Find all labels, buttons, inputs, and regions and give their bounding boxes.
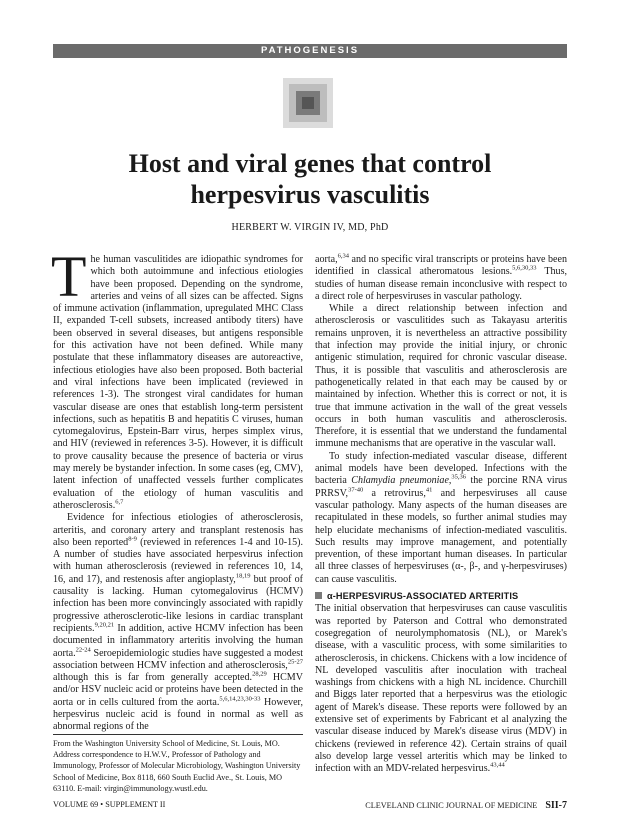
citation: 9,20,21 <box>94 621 115 629</box>
text: he human vasculitides are idiopathic syndromes for which both autoimmune and infectious etiologies have been proposed. Depending on the syndrome, arteries and veins of all sizes can be affected. Signs of immune activation (inflammation, upregulated MHC Class II, expanded T-cell subsets, increased antibody titers) have been observed in several diseases, but antigens responsible for this activation have not been defined. While many postulate that these inflammatory diseases are autoreactive, infectious etiologies have also been proposed. Both bacterial and viral infections have been implicated (reviewed in references 1-3). The strongest viral candidates for human vascular disease are ones that establish long-term persistent infections, such as hepatitis B and hepatitis C viruses, human cytomegalovirus, Epstein-Barr virus, herpes simplex virus, and HIV (reviewed in references 3-5). However, it is difficult to prove causality because the presence of bacteria or virus may merely be bystander infection. In some cases (eg, CMV), latent infection of unaffected vessels further complicates evaluation of the etiology of human vasculitis and atherosclerosis. <box>53 254 303 511</box>
citation: 5,6,14,23,30-33 <box>219 695 261 703</box>
citation: 25-27 <box>287 658 303 666</box>
article-title <box>60 148 560 210</box>
text: Seroepidemiologic studies have suggested a modest association between HCMV infection and atherosclerosis, <box>53 647 303 671</box>
citation: 8-9 <box>128 535 137 543</box>
footnote-divider <box>53 734 303 735</box>
text: and no specific viral transcripts or proteins have been identified in classical atheromatous lesions. <box>315 254 567 278</box>
citation: 18,19 <box>235 572 251 580</box>
text: To study infection-mediated vascular disease, different animal models have been developed. Infections with the bacteria <box>315 450 567 487</box>
text: HCMV and/or HSV nucleic acid or proteins have been detected in the aorta or in cells cultured from the aorta. <box>53 672 303 708</box>
citation: 6,34 <box>337 252 349 260</box>
text: However, herpesvirus nucleic acid is found in normal as well as abnormal regions of the <box>53 696 303 733</box>
paragraph: To study infection-mediated vascular disease, different animal models have been developed. Infections with the bacteria Chlamydia pneumoniae,$^{35,36}$ the porcine RNA virus PRRSV,$^{37-40}$ a retrovirus,$^{41}$ and herpesviruses all cause vascular pathology. Many aspects of the human diseases are recapitulated in these models, so further animal studies may help elucidate mechanisms of infection-mediated vasculitis. Such results may improve management, and potentially prevention, of these important human diseases. In particular all three classes of herpesviruses (α-, β-, and γ-herpesviruses) can cause vasculitis. <box>315 450 567 585</box>
paragraph <box>315 603 567 775</box>
square-bullet-icon <box>315 592 322 599</box>
citation: 22-24 <box>75 646 91 654</box>
text: Evidence for infectious etiologies of atherosclerosis, arteritis, and coronary artery and transplant restenosis has also been reported <box>53 512 303 548</box>
section-banner: PATHOGENESIS <box>53 44 567 58</box>
paragraph <box>53 512 303 733</box>
citation: 43,44 <box>490 761 505 769</box>
citation: 6,7 <box>115 498 124 506</box>
text: and herpesviruses all cause vascular pathology. Many aspects of the human diseases are recapitulated in these models, so further animal studies may help elucidate mechanisms of infection-mediated vasculitis. Such results may improve management, and potentially prevention, of these important human diseases. In particular all three classes of herpesviruses (α-, β-, and γ-herpesviruses) can cause vasculitis. <box>315 487 567 585</box>
section-heading-text: α-HERPESVIRUS-ASSOCIATED ARTERITIS <box>327 591 519 602</box>
paragraph <box>51 244 303 512</box>
text: a retrovirus, <box>363 487 426 499</box>
paragraph: While a direct relationship between infection and atherosclerosis or vasculitides such as Takayasu arteritis remains unproven, it is nevertheless an attractive possibility that infection may provide the initial injury, or chronic antigenic stimulation, required for chronic vascular disease. Thus, it is possible that vasculitis and atherosclerosis are pathogenetically related in that each may be caused by or maintained by infection. Whether this is correct or not, it is true that immune activation in the wall of the great vessels occurs in both human vasculitis and atherosclerosis. Therefore, it is essential that we understand the fundamental immune mechanisms that are operative in the vascular wall. <box>315 303 567 450</box>
drop-cap: T <box>51 244 87 309</box>
footer-volume: VOLUME 69 • SUPPLEMENT II <box>53 800 166 809</box>
text: the porcine RNA virus PRRSV, <box>315 475 567 499</box>
right-column <box>315 254 567 775</box>
stacked-squares-logo-icon <box>283 78 333 128</box>
left-column <box>51 244 303 734</box>
species-name: Chlamydia pneumoniae <box>351 475 449 487</box>
citation: 28,29 <box>252 670 267 678</box>
title-line-2: herpesvirus vasculitis <box>190 180 430 209</box>
citation: 41 <box>425 486 433 494</box>
section-heading <box>315 590 567 602</box>
citation: 5,6,30,33 <box>512 264 537 272</box>
author-byline: HERBERT W. VIRGIN IV, MD, PhD <box>231 222 389 233</box>
text: but proof of causality is lacking. Human cytomegalovirus (HCMV) infection has been more convincingly associated with rapidly progressive atherosclerotic-like lesions in cardiac transplant recipients. <box>53 573 303 634</box>
paragraph <box>315 254 567 303</box>
footer-journal <box>365 800 567 811</box>
page-number: SII-7 <box>545 800 567 811</box>
journal-name: CLEVELAND CLINIC JOURNAL OF MEDICINE <box>365 801 538 810</box>
footnote: From the Washington University School of Medicine, St. Louis, MO. Address correspondence to H.W.V., Professor of Pathology and Immunology, Professor of Molecular Microbiology, Washington University School of Medicine, Box 8118, 660 South Euclid Ave., St. Louis, MO 63110. E-mail: virgin@immunology.wustl.edu. <box>53 739 301 793</box>
text: aorta, <box>315 254 338 265</box>
citation: 35,36 <box>451 474 467 481</box>
text: The initial observation that herpesviruses can cause vasculitis was reported by Paterson and Cottral who demonstrated cosegregation of neurolymphomatosis (NL), or Marek's disease, with a vasculitic process, with some similarities to atherosclerosis, in chickens. Chickens with a low incidence of NL developed vasculitis after inoculation with tracheal washings from chickens with a high NL incidence. Churchill and Biggs later reported that a herpesvirus was the etiologic agent of Marek's disease. These reports were followed by an extensive set of experiments by Fabricant et al analyzing the vascular disease induced by Marek's disease virus (MDV) in chickens (reviewed in reference 42). Certain strains of quail also develop large vessel arteritis which may be linked to infection with an MDV-related herpesvirus. <box>315 603 567 775</box>
citation: 37-40 <box>348 486 364 494</box>
text: In addition, active HCMV infection has been documented in inflammatory arteritis involving the human aorta. <box>53 622 303 659</box>
text: although this is far from generally accepted. <box>53 672 253 684</box>
title-line-1: Host and viral genes that control <box>128 149 492 178</box>
text: Thus, studies of human disease remain inconclusive with respect to a direct role of herpesviruses in vascular pathology. <box>315 266 568 302</box>
text: (reviewed in references 1-4 and 10-15). A number of studies have associated herpesvirus infection with human atherosclerosis (reviewed in references 10, 14, 16, and 17), and restenosis after angioplasty, <box>53 536 303 585</box>
